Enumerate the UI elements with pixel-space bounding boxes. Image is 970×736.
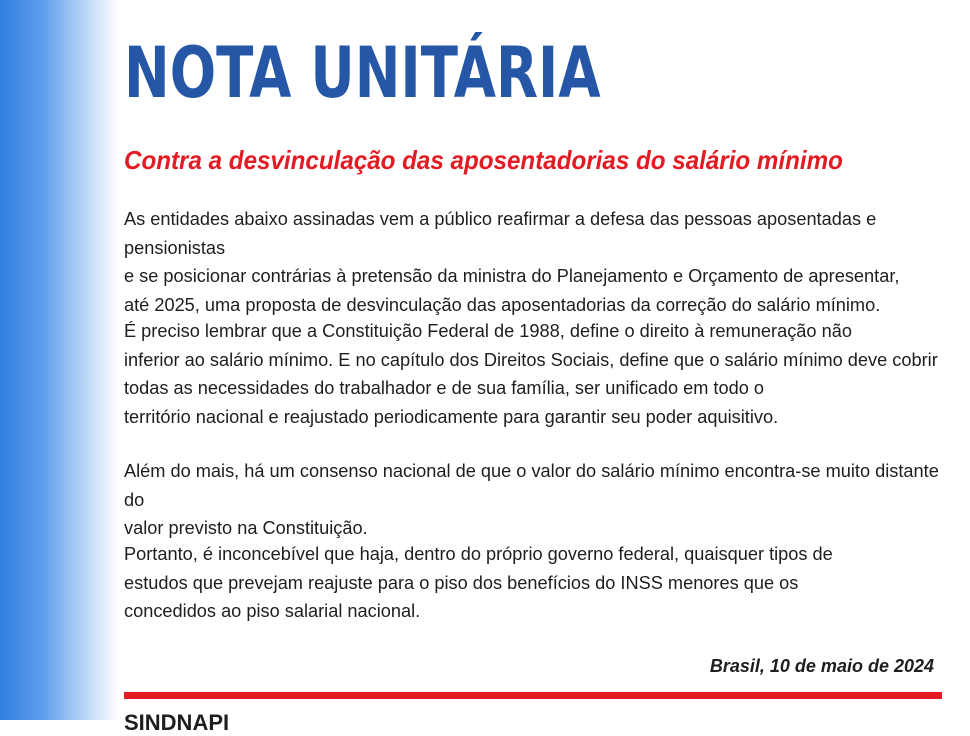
paragraph-4: Portanto, é inconcebível que haja, dentro do próprio governo federal, quaisquer tipos de estudos que prevejam reajuste para o piso dos benefícios do INSS menores que os concedidos ao piso salarial nacional. <box>124 544 833 621</box>
page-subtitle: Contra a desvinculação das aposentadorias do salário mínimo <box>124 145 843 175</box>
divider-rule <box>124 692 942 699</box>
date-line: Brasil, 10 de maio de 2024 <box>709 656 934 676</box>
paragraph-3: Além do mais, há um consenso nacional de que o valor do salário mínimo encontra-se muito distante do valor previsto na Constituição. <box>124 461 939 538</box>
paragraph-1: As entidades abaixo assinadas vem a público reafirmar a defesa das pessoas aposentadas e pensionistas e se posicionar contrárias à pretensão da ministra do Planejamento e Orçamento de apresentar, até 2025, uma proposta de desvinculação das aposentadorias da correção do salário mínimo. <box>124 209 900 315</box>
left-gradient-bar <box>0 0 118 720</box>
paragraph-2: É preciso lembrar que a Constituição Federal de 1988, define o direito à remuneração não inferior ao salário mínimo. E no capítulo dos Direitos Sociais, define que o salário mínimo deve cobrir todas as necessidades do trabalhador e de sua família, ser unificado em todo o território nacional e reajustado periodicamente para garantir seu poder aquisitivo. <box>124 321 938 427</box>
page-title: NOTA UNITÁRIA <box>124 32 601 114</box>
document-body <box>124 0 944 735</box>
signatory-name: SINDNAPI <box>124 710 230 735</box>
